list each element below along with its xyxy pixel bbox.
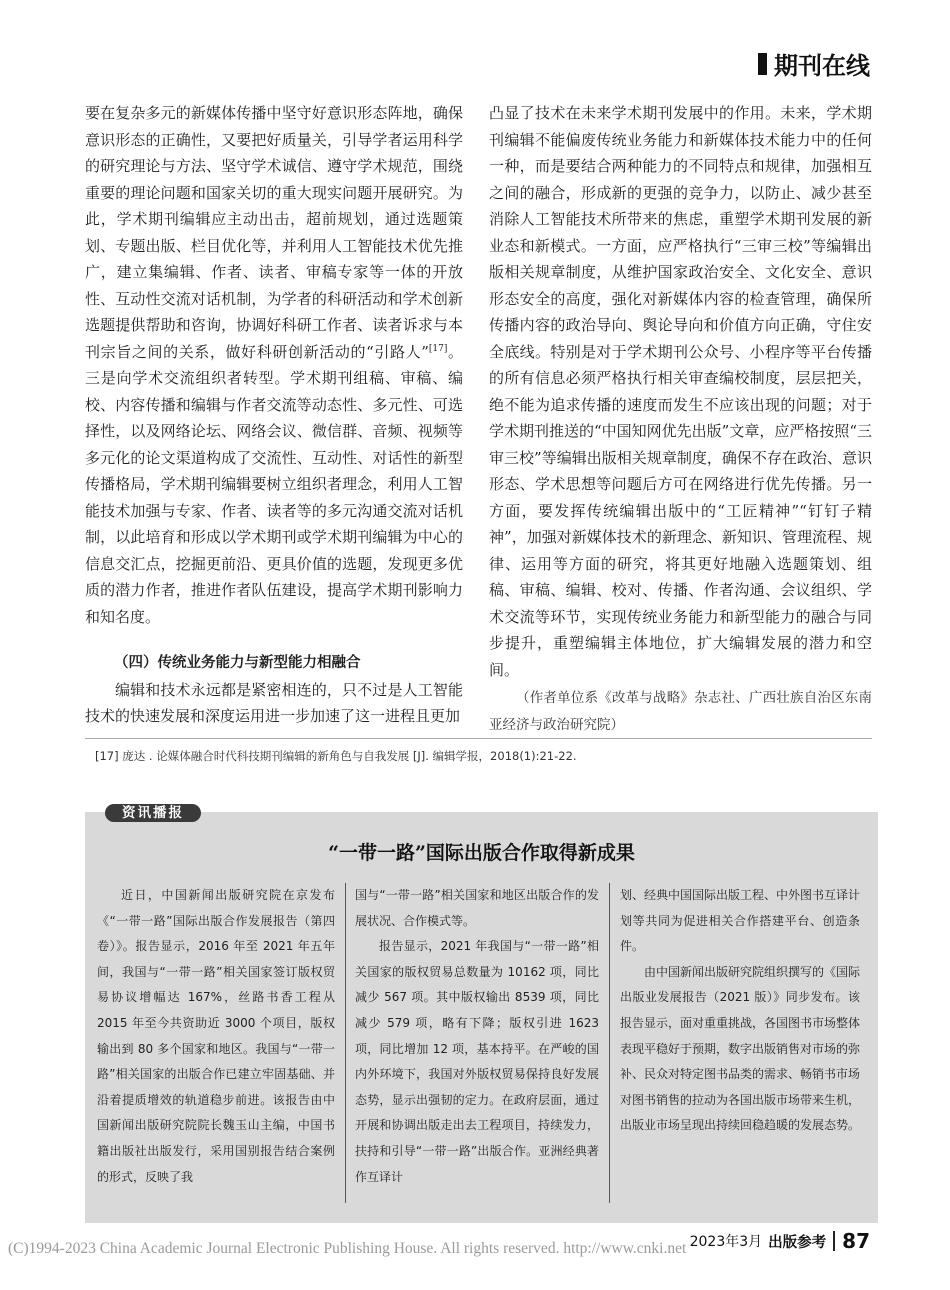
footer-separator: [833, 1231, 835, 1251]
section-subheading: （四）传统业务能力与新型能力相融合: [114, 655, 361, 671]
author-affiliation: （作者单位系《改革与战略》杂志社、广西壮族自治区东南亚经济与政治研究院）: [489, 690, 872, 733]
right-paragraph-1: 凸显了技术在未来学术期刊发展中的作用。未来，学术期刊编辑不能偏废传统业务能力和新媒体技术能力中的任何一种，而是要结合两种能力的不同特点和规律，加强相互之间的融合，形成新的更强的竞争力，以防止、减少甚至消除人工智能技术所带来的焦虑，重塑学术期刊发展的新业态和新模式。一方面，应严格执行“三审三校”等编辑出版相关规章制度，从维护国家政治安全、文化安全、意识形态安全的高度，强化对新媒体内容的检查管理，确保所传播内容的政治导向、舆论导向和价值方向正确，守住安全底线。特别是对于学术期刊公众号、小程序等平台传播的所有信息必须严格执行相关审查编校制度，层层把关，绝不能为追求传播的速度而发生不应该出现的问题；对于学术期刊推送的“中国知网优先出版”文章，应严格按照“三审三校”等编辑出版相关规章制度，确保不存在政治、意识形态、学术思想等问题后方可在网络进行优先传播。另一方面，要发挥传统编辑出版中的“工匠精神”“钉钉子精神”，加强对新媒体技术的新理念、新知识、管理流程、规律、运用等方面的研究，将其更好地融入选题策划、组稿、审稿、编辑、校对、传播、作者沟通、会议组织、学术交流等环节，实现传统业务能力和新型能力的融合与同步提升，重塑编辑主体地位，扩大编辑发展的潜力和空间。: [489, 104, 873, 679]
page-footer: [690, 1229, 870, 1253]
magazine-name: 出版参考: [768, 1234, 827, 1251]
news-title: “一带一路”国际出版合作取得新成果: [328, 842, 635, 864]
news-col2-paragraph-1: 国与“一带一路”相关国家和地区出版合作的发展状况、合作模式等。: [355, 888, 599, 928]
news-col1-paragraph: 近日，中国新闻出版研究院在京发布《“一带一路”国际出版合作发展报告（第四卷）》。报告显示，2016 年至 2021 年五年间，我国与“一带一路”相关国家签订版权贸易协议增幅达 167%，丝路书香工程从 2015 年至今共资助近 3000 个项目，版权输出到 80 多个国家和地区。我国与“一带一路”相关国家的出版合作已建立牢固基础、并沿着提质增效的轨道稳步前进。该报告由中国新闻出版研究院院长魏玉山主编，中国书籍出版社出版发行，采用国别报告结合案例的形式，反映了我: [97, 888, 335, 1184]
section-title: 期刊在线: [774, 52, 870, 80]
news-column-3: [620, 883, 860, 1139]
page-number: 87: [842, 1229, 870, 1253]
news-col3-paragraph-2: 由中国新闻出版研究院组织撰写的《国际出版业发展报告（2021 版）》同步发布。该报告显示，面对重重挑战，各国图书市场整体表现平稳好于预期，数字出版销售对市场的弥补、民众对特定图书品类的需求、畅销书市场对图书销售的拉动为各国出版市场带来生机，出版业市场呈现出持续回稳趋暖的发展态势。: [620, 964, 861, 1133]
right-column: [489, 100, 872, 738]
news-col3-paragraph-1: 划、经典中国国际出版工程、中外图书互译计划等共同为促进相关合作搭建平台、创造条件。: [620, 888, 861, 954]
footnote-divider: [85, 738, 872, 739]
issue-date: 2023年3月: [689, 1234, 763, 1250]
news-column-2: [355, 883, 599, 1190]
news-column-divider-1: [345, 883, 346, 1203]
news-column-divider-2: [609, 883, 610, 1203]
news-col2-paragraph-2: 报告显示，2021 年我国与“一带一路”相关国家的版权贸易总数量为 10162 项，同比减少 567 项。其中版权输出 8539 项，同比减少 579 项，略有下降；版权引进 1623 项，同比增加 12 项，基本持平。在严峻的国内外环境下，我国对外版权贸易保持良好发展态势，显示出强韧的定力。在政府层面，通过开展和协调出版走出去工程项目，持续发力，扶持和引导“一带一路”出版合作。亚洲经典著作互译计: [355, 939, 599, 1184]
section-marker-bar: [758, 53, 767, 75]
copyright-watermark: (C)1994-2023 China Academic Journal Electronic Publishing House. All rights reserved. http://www.cnki.net: [8, 1240, 687, 1257]
section-header: [758, 46, 870, 81]
news-label: 资讯播报: [105, 804, 201, 822]
left-column: [85, 100, 463, 730]
left-paragraph-2: 编辑和技术永远都是紧密相连的，只不过是人工智能技术的快速发展和深度运用进一步加速了这一进程且更加: [85, 680, 463, 725]
left-paragraph-1: 要在复杂多元的新媒体传播中坚守好意识形态阵地，确保意识形态的正确性，又要把好质量关，引导学者运用科学的研究理论与方法、坚守学术诚信、遵守学术规范，围绕重要的理论问题和国家关切的重大现实问题开展研究。为此，学术期刊编辑应主动出击，超前规划，通过选题策划、专题出版、栏目优化等，并利用人工智能技术优先推广，建立集编辑、作者、读者、审稿专家等一体的开放性、互动性交流对话机制，为学者的科研活动和学术创新选题提供帮助和咨询，协调好科研工作者、读者诉求与本刊宗旨之间的关系，做好科研创新活动的“引路人”[17]。三是向学术交流组织者转型。学术期刊组稿、审稿、编校、内容传播和编辑与作者交流等动态性、多元性、可选择性，以及网络论坛、网络会议、微信群、音频、视频等多元化的论文渠道构成了交流性、互动性、对话性的新型传播格局，学术期刊编辑要树立组织者理念，利用人工智能技术加强与专家、作者、读者等的多元沟通交流对话机制，以此培育和形成以学术期刊或学术期刊编辑为中心的信息交汇点，挖掘更前沿、更具价值的选题，发现更多优质的潜力作者，推进作者队伍建设，提高学术期刊影响力和知名度。: [85, 104, 463, 626]
reference-17[interactable]: [17]: [428, 343, 448, 354]
news-column-1: [97, 883, 335, 1190]
footnote: [17] 庞达 . 论媒体融合时代科技期刊编辑的新角色与自我发展 [J]. 编辑学报，2018(1):21-22.: [95, 749, 577, 763]
